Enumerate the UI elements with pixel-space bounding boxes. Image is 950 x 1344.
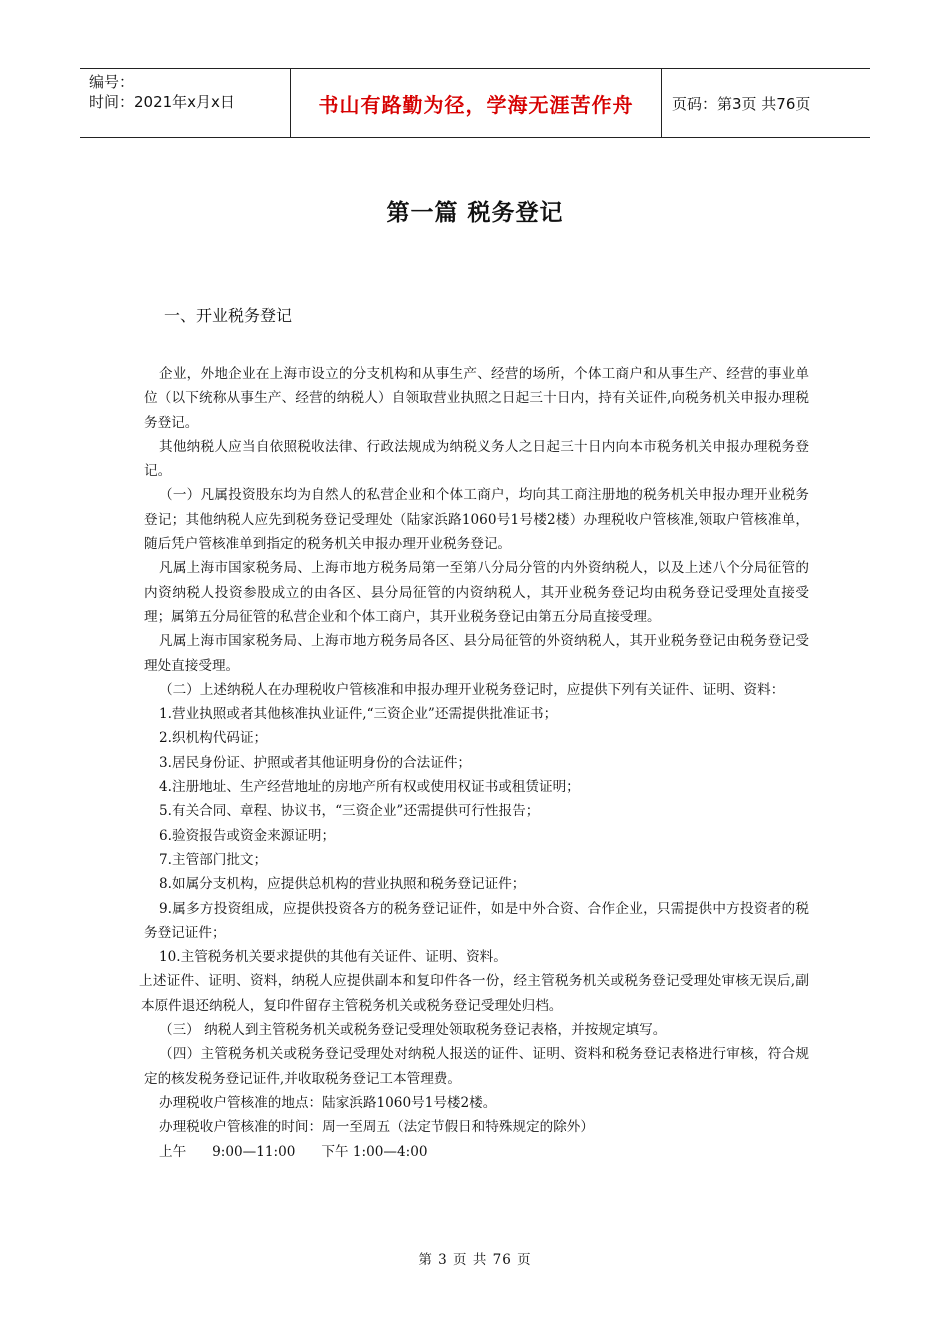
motto: 书山有路勤为径，学海无涯苦作舟	[318, 92, 634, 117]
section-heading: 一、开业税务登记	[164, 306, 293, 325]
paragraph: （一）凡属投资股东均为自然人的私营企业和个体工商户，均向其工商注册地的税务机关申报办理开业税务登记；其他纳税人应先到税务登记受理处（陆家浜路1060号1号楼2楼）办理税收户管核准,领取户管核准单，随后凭户管核准单到指定的税务机关申报办理开业税务登记。	[144, 487, 809, 553]
number-label: 编号：	[89, 73, 135, 91]
header-meta	[80, 69, 291, 137]
paragraph: 凡属上海市国家税务局、上海市地方税务局各区、县分局征管的外资纳税人，其开业税务登记由税务登记受理处直接受理。	[144, 633, 809, 674]
body-text	[139, 362, 809, 1164]
time-label: 时间：2021年x月x日	[89, 93, 235, 111]
list-item: 1.营业执照或者其他核准执业证件,“三资企业”还需提供批准证书；	[159, 706, 558, 723]
office-hours: 上午 9:00—11:00 下午 1:00—4:00	[159, 1143, 428, 1160]
list-item: 4.注册地址、生产经营地址的房地产所有权或使用权证书或租赁证明；	[159, 779, 580, 796]
paragraph: 办理税收户管核准的时间：周一至周五（法定节假日和特殊规定的除外）	[159, 1119, 594, 1136]
page-info: 页码：第3页 共76页	[672, 94, 811, 113]
header-motto-cell	[291, 69, 662, 137]
list-item: 9.属多方投资组成，应提供投资各方的税务登记证件，如是中外合资、合作企业，只需提供中方投资者的税务登记证件；	[144, 900, 809, 941]
page-header	[80, 68, 870, 138]
list-item: 8.如属分支机构，应提供总机构的营业执照和税务登记证件；	[159, 876, 526, 893]
document-title: 第一篇 税务登记	[386, 200, 564, 226]
paragraph: 其他纳税人应当自依照税收法律、行政法规成为纳税义务人之日起三十日内向本市税务机关申报办理税务登记。	[144, 438, 809, 480]
paragraph: 办理税收户管核准的地点：陆家浜路1060号1号楼2楼。	[159, 1094, 497, 1111]
list-item: 3.居民身份证、护照或者其他证明身份的合法证件；	[159, 754, 472, 771]
header-page-info-cell	[662, 69, 870, 137]
paragraph: （四）主管税务机关或税务登记受理处对纳税人报送的证件、证明、资料和税务登记表格进行审核，符合规定的核发税务登记证件,并收取税务登记工本管理费。	[144, 1046, 809, 1087]
list-item: 10.主管税务机关要求提供的其他有关证件、证明、资料。	[159, 949, 507, 966]
paragraph: 企业，外地企业在上海市设立的分支机构和从事生产、经营的场所，个体工商户和从事生产、经营的事业单位（以下统称从事生产、经营的纳税人）自领取营业执照之日起三十日内，持有关证件,向税务机关申报办理税务登记。	[144, 366, 809, 431]
page-footer: 第 3 页 共 76 页	[418, 1252, 532, 1268]
list-item: 2.织机构代码证；	[159, 730, 268, 747]
list-item: 6.验资报告或资金来源证明；	[159, 827, 336, 844]
paragraph: 凡属上海市国家税务局、上海市地方税务局第一至第八分局分管的内外资纳税人，以及上述八个分局征管的内资纳税人投资参股成立的由各区、县分局征管的内资纳税人，其开业税务登记均由税务登记受理处直接受理；属第五分局征管的私营企业和个体工商户，其开业税务登记由第五分局直接受理。	[144, 560, 809, 625]
paragraph: 上述证件、证明、资料，纳税人应提供副本和复印件各一份，经主管税务机关或税务登记受理处审核无误后,副本原件退还纳税人，复印件留存主管税务机关或税务登记受理处归档。	[139, 973, 809, 1014]
list-item: 5.有关合同、章程、协议书，“三资企业”还需提供可行性报告；	[159, 803, 540, 820]
list-item: 7.主管部门批文；	[159, 851, 268, 868]
paragraph: （二）上述纳税人在办理税收户管核准和申报办理开业税务登记时，应提供下列有关证件、证明、资料：	[159, 681, 785, 698]
paragraph: （三） 纳税人到主管税务机关或税务登记受理处领取税务登记表格，并按规定填写。	[159, 1022, 667, 1039]
